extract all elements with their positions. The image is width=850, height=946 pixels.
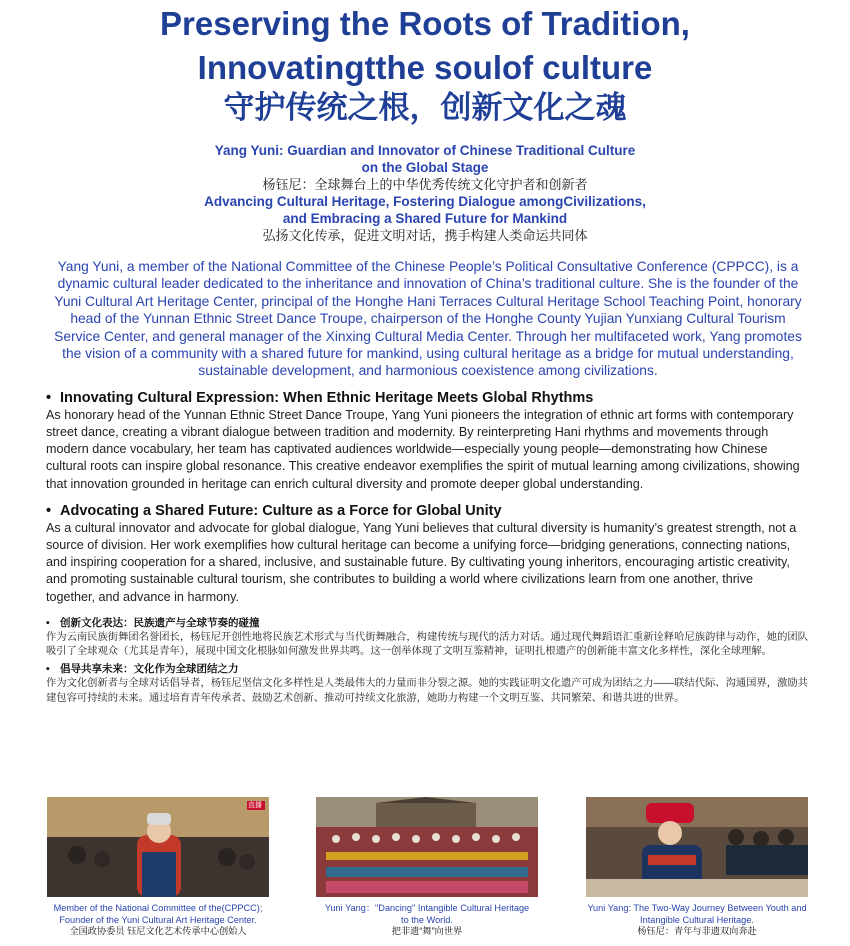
- photo-caption-3: [576, 903, 818, 938]
- title-english-line-1: Preserving the Roots of Tradition,: [160, 5, 690, 42]
- section-zh-heading: [46, 662, 810, 677]
- section-innovating-expression: [46, 390, 804, 493]
- subtitle-english-1b: on the Global Stage: [361, 160, 489, 175]
- photo-caption-2: [306, 903, 548, 938]
- bullet: •: [46, 389, 52, 406]
- section-shared-future: [46, 503, 804, 606]
- photo-caption-zh: 全国政协委员 钰尼文化艺术传承中心创始人: [69, 926, 247, 936]
- photo-caption-en: Member of the National Committee of the(CPPCC);: [53, 903, 263, 913]
- section-heading-text: Advocating a Shared Future: Culture as a Force for Global Unity: [60, 502, 502, 519]
- subtitle-english-1a: Yang Yuni: Guardian and Innovator of Chinese Traditional Culture: [214, 143, 636, 158]
- photo-caption-en: to the World.: [401, 914, 453, 925]
- photo-row: [0, 797, 850, 946]
- section-body: As honorary head of the Yunnan Ethnic Street Dance Troupe, Yang Yuni pioneers the integration of ethnic art forms with contemporary street dance, creating a vibrant dialogue between tradition and modernity. By reinterpreting Hani rhythms and movements through modern dance vocabulary, her team has captivated audiences worldwide—especially young people—demonstrating how Chinese cultural roots can inspire global resonance. This creative endeavor exemplifies the spirit of mutual learning among civilizations, showing that innovation grounded in heritage can enrich cultural diversity and promote deeper global understanding.: [46, 407, 800, 491]
- subtitle-english-2a: Advancing Cultural Heritage, Fostering Dialogue amongCivilizations,: [204, 194, 646, 209]
- section-zh-heading: [46, 616, 810, 631]
- photo-caption-en: Yuni Yang："Dancing" Intangible Cultural Heritage: [324, 903, 530, 913]
- photo-youth-journey-image: [586, 797, 808, 897]
- photo-caption-zh: 把非遗“舞”向世界: [391, 926, 463, 936]
- photo-youth-journey: [586, 797, 808, 897]
- intro-paragraph: Yang Yuni, a member of the National Committee of the Chinese People’s Political Consultative Conference (CPPCC), is a dynamic cultural leader dedicated to the inheritance and innovation of China’s traditional culture. She is the founder of the Yuni Cultural Art Heritage Center, principal of the Honghe Hani Terraces Cultural Heritage School Teaching Point, honorary head of the Yunnan Ethnic Street Dance Troupe, chairperson of the Honghe County Yujian Yunxiang Cultural Tourism Service Center, and general manager of the Xinxing Cultural Media Center. Through her multifaceted work, Yang promotes the vision of a community with a shared future for mankind, using cultural heritage as a bridge for mutual understanding, sustainable development, and harmonious coexistence among civilizations.: [54, 259, 802, 379]
- subtitle-chinese-1: 杨钰尼：全球舞台上的中华优秀传统文化守护者和创新者: [262, 177, 588, 192]
- subtitle-english-2b: and Embracing a Shared Future for Mankind: [282, 211, 568, 226]
- photo-cppcc-member: [47, 797, 269, 897]
- bullet: •: [46, 616, 50, 629]
- bullet: •: [46, 502, 52, 519]
- section-zh-body: 作为云南民族街舞团名誉团长，杨钰尼开创性地将民族艺术形式与当代街舞融合，构建传统与现代的活力对话。通过现代舞蹈语汇重新诠释哈尼族韵律与动作，她的团队吸引了全球观众（尤其是青年），展现中国文化根脉如何激发世界共鸣。这一创举体现了文明互鉴精神，证明扎根遗产的创新能丰富文化多样性，深化全球理解。: [46, 631, 808, 658]
- section-zh-innovating: [46, 616, 810, 660]
- bullet: •: [46, 663, 50, 676]
- section-heading: [46, 503, 804, 520]
- photo-caption-zh: 杨钰尼：青年与非遗双向奔赴: [637, 926, 757, 936]
- section-heading: [46, 390, 804, 407]
- subtitle-chinese-2: 弘扬文化传承，促进文明对话，携手构建人类命运共同体: [262, 228, 588, 243]
- subtitle-block: [0, 142, 850, 244]
- section-heading-text: Innovating Cultural Expression: When Ethnic Heritage Meets Global Rhythms: [60, 389, 594, 406]
- section-zh-body: 作为文化创新者与全球对话倡导者，杨钰尼坚信文化多样性是人类最伟大的力量而非分裂之源。她的实践证明文化遗产可成为团结之力——联结代际、沟通国界，激励共建包容可持续的未来。通过培育青年传承者、鼓励艺术创新、推动可持续文化旅游，她助力构建一个文明互鉴、共同繁荣、和谐共进的世界。: [46, 678, 808, 704]
- photo-badge: 直播: [248, 802, 262, 809]
- photo-dancing-heritage-image: [316, 797, 538, 897]
- section-zh-heading-text: 创新文化表达：民族遗产与全球节奏的碰撞: [60, 616, 260, 629]
- section-zh-shared-future: [46, 662, 810, 706]
- photo-caption-en: Intangible Cultural Heritage.: [640, 914, 754, 925]
- photo-caption-en: Founder of the Yuni Cultural Art Heritage Center.: [59, 914, 257, 925]
- photo-dancing-heritage: [316, 797, 538, 897]
- section-body: As a cultural innovator and advocate for global dialogue, Yang Yuni believes that cultural diversity is humanity’s greatest strength, not a source of division. Her work exemplifies how cultural heritage can become a unifying force—bridging generations, connecting nations, and inspiring cooperation for a shared, inclusive, and sustainable future. By cultivating young inheritors, encouraging artistic creativity, and promoting sustainable cultural tourism, she contributes to building a world where civilizations learn from one another, thrive together, and advance in harmony.: [46, 520, 797, 604]
- title-english-line-2: Innovatingtthe soulof culture: [197, 49, 653, 86]
- title-block: [0, 4, 850, 128]
- photo-cppcc-member-image: [47, 797, 269, 897]
- photo-caption-1: [40, 903, 276, 938]
- section-zh-heading-text: 倡导共享未来：文化作为全球团结之力: [60, 663, 239, 676]
- title-chinese: 守护传统之根，创新文化之魂: [223, 90, 627, 125]
- photo-caption-en: Yuni Yang: The Two-Way Journey Between Youth and: [587, 903, 807, 913]
